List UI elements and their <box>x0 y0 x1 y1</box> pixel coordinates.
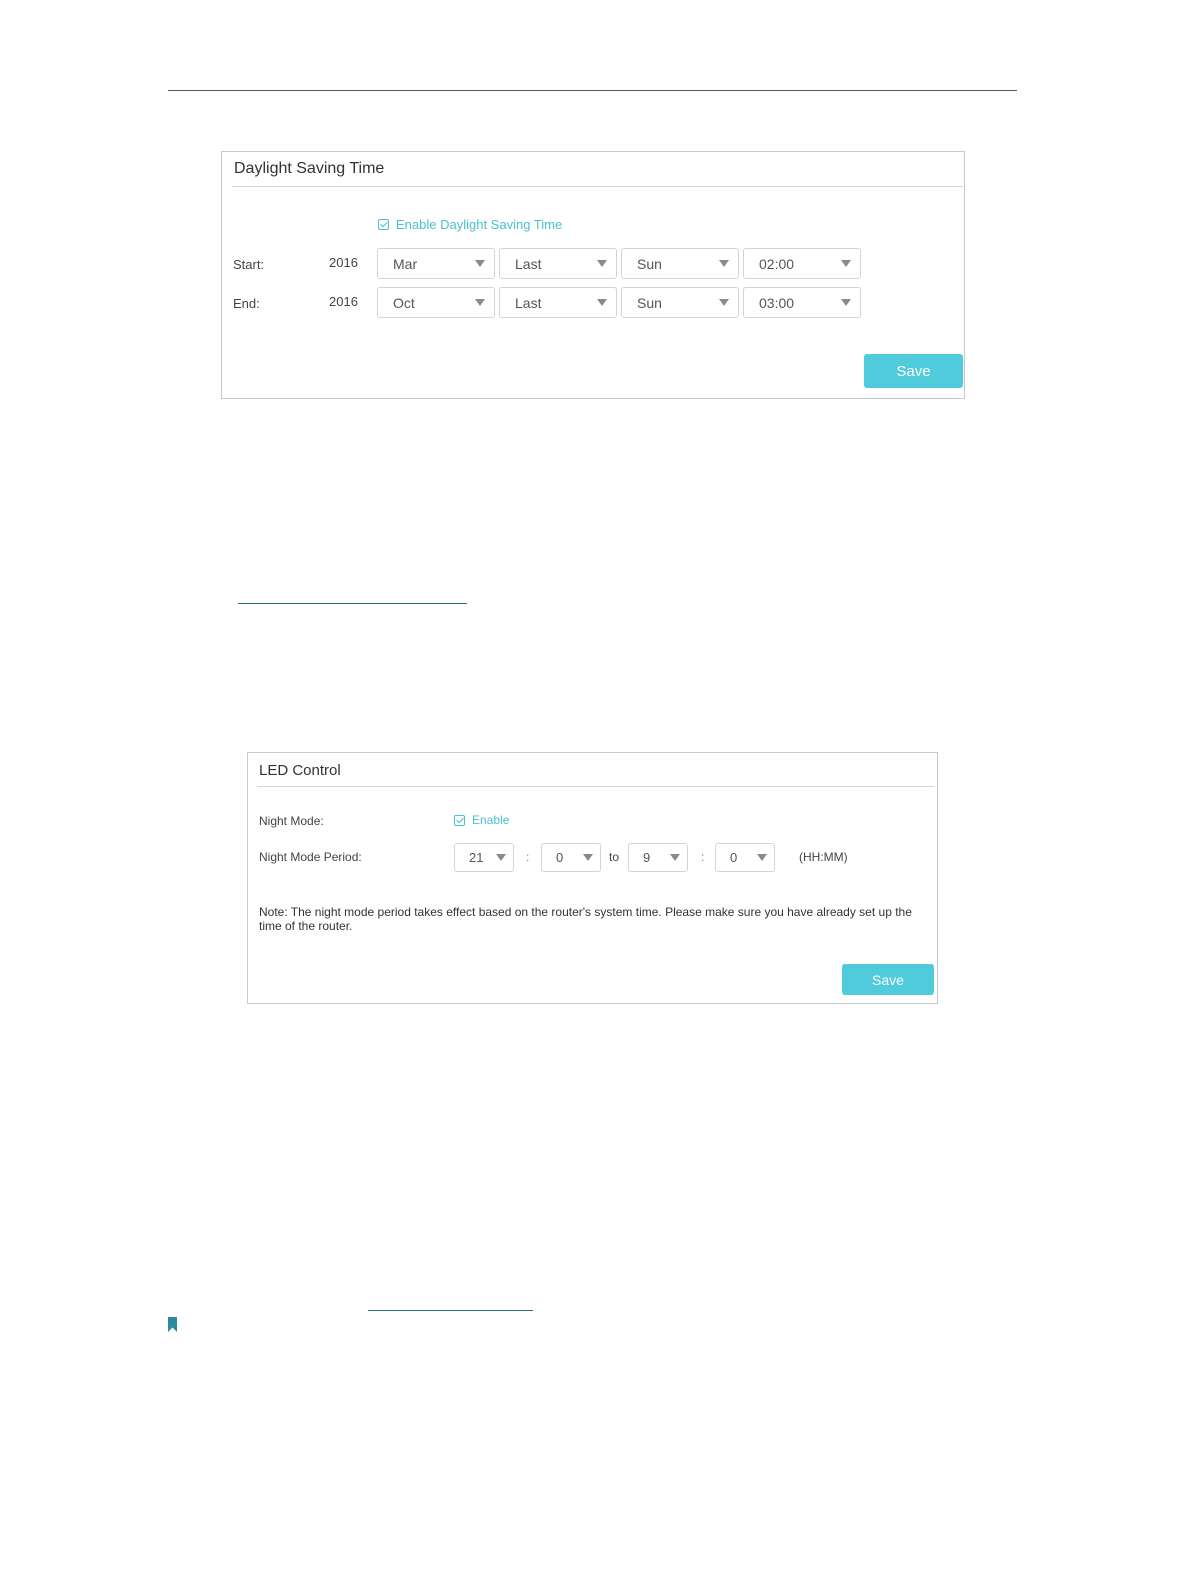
dropdown-arrow-icon <box>496 854 506 861</box>
start-hour-select[interactable] <box>454 843 514 872</box>
dst-end-week-value: Last <box>515 294 542 311</box>
dropdown-arrow-icon <box>597 260 607 267</box>
dropdown-arrow-icon <box>719 299 729 306</box>
dst-start-day-value: Sun <box>637 255 662 272</box>
dst-end-month-value: Oct <box>393 294 415 311</box>
checkbox-checked-icon[interactable] <box>378 219 389 230</box>
link-underline[interactable] <box>368 1310 533 1311</box>
dst-end-day-value: Sun <box>637 294 662 311</box>
dropdown-arrow-icon <box>475 260 485 267</box>
dst-start-month-select[interactable] <box>377 248 495 279</box>
dst-title: Daylight Saving Time <box>234 160 385 177</box>
dst-end-day-select[interactable] <box>621 287 739 318</box>
dropdown-arrow-icon <box>841 299 851 306</box>
dst-end-month-select[interactable] <box>377 287 495 318</box>
time-colon: : <box>701 850 705 864</box>
checkbox-checked-icon[interactable] <box>454 815 465 826</box>
start-hour-value: 21 <box>469 850 484 865</box>
dropdown-arrow-icon <box>719 260 729 267</box>
led-panel <box>247 752 938 1004</box>
bookmark-icon <box>168 1317 177 1332</box>
dst-end-time-select[interactable] <box>743 287 861 318</box>
start-minute-value: 0 <box>556 850 564 865</box>
time-format-hint: (HH:MM) <box>799 850 848 864</box>
dropdown-arrow-icon <box>670 854 680 861</box>
dst-end-time-value: 03:00 <box>759 294 795 311</box>
dst-start-week-select[interactable] <box>499 248 617 279</box>
dst-panel <box>221 151 965 399</box>
dst-end-year: 2016 <box>329 294 358 309</box>
night-mode-label: Night Mode: <box>259 814 324 828</box>
link-underline[interactable] <box>238 603 467 604</box>
page-header-rule <box>168 90 1017 91</box>
time-colon: : <box>526 850 530 864</box>
to-label: to <box>609 850 620 864</box>
end-minute-value: 0 <box>730 850 738 865</box>
end-hour-value: 9 <box>643 850 651 865</box>
dropdown-arrow-icon <box>757 854 767 861</box>
led-save-button[interactable]: Save <box>842 964 934 995</box>
night-mode-note: Note: The night mode period takes effect based on the router's system time. Please make sure you have already set up the time of the router. <box>259 905 912 933</box>
dst-start-time-select[interactable] <box>743 248 861 279</box>
night-mode-enable-label: Enable <box>472 813 510 827</box>
dst-divider <box>232 186 963 187</box>
end-minute-select[interactable] <box>715 843 775 872</box>
dst-end-week-select[interactable] <box>499 287 617 318</box>
dst-start-label: Start: <box>233 257 265 272</box>
dropdown-arrow-icon <box>583 854 593 861</box>
start-minute-select[interactable] <box>541 843 601 872</box>
led-title: LED Control <box>259 762 341 779</box>
night-mode-period-label: Night Mode Period: <box>259 850 362 864</box>
dst-start-week-value: Last <box>515 255 542 272</box>
led-divider <box>257 786 934 787</box>
dst-start-time-value: 02:00 <box>759 255 795 272</box>
dst-start-year: 2016 <box>329 255 358 270</box>
dst-save-button[interactable]: Save <box>864 354 963 388</box>
dst-enable-checkbox-row[interactable] <box>378 217 562 232</box>
dropdown-arrow-icon <box>475 299 485 306</box>
end-hour-select[interactable] <box>628 843 688 872</box>
dst-enable-label: Enable Daylight Saving Time <box>396 217 563 232</box>
dropdown-arrow-icon <box>841 260 851 267</box>
dropdown-arrow-icon <box>597 299 607 306</box>
dst-start-day-select[interactable] <box>621 248 739 279</box>
night-mode-enable-row[interactable] <box>454 813 509 827</box>
dst-start-month-value: Mar <box>393 255 418 272</box>
dst-end-label: End: <box>233 296 260 311</box>
